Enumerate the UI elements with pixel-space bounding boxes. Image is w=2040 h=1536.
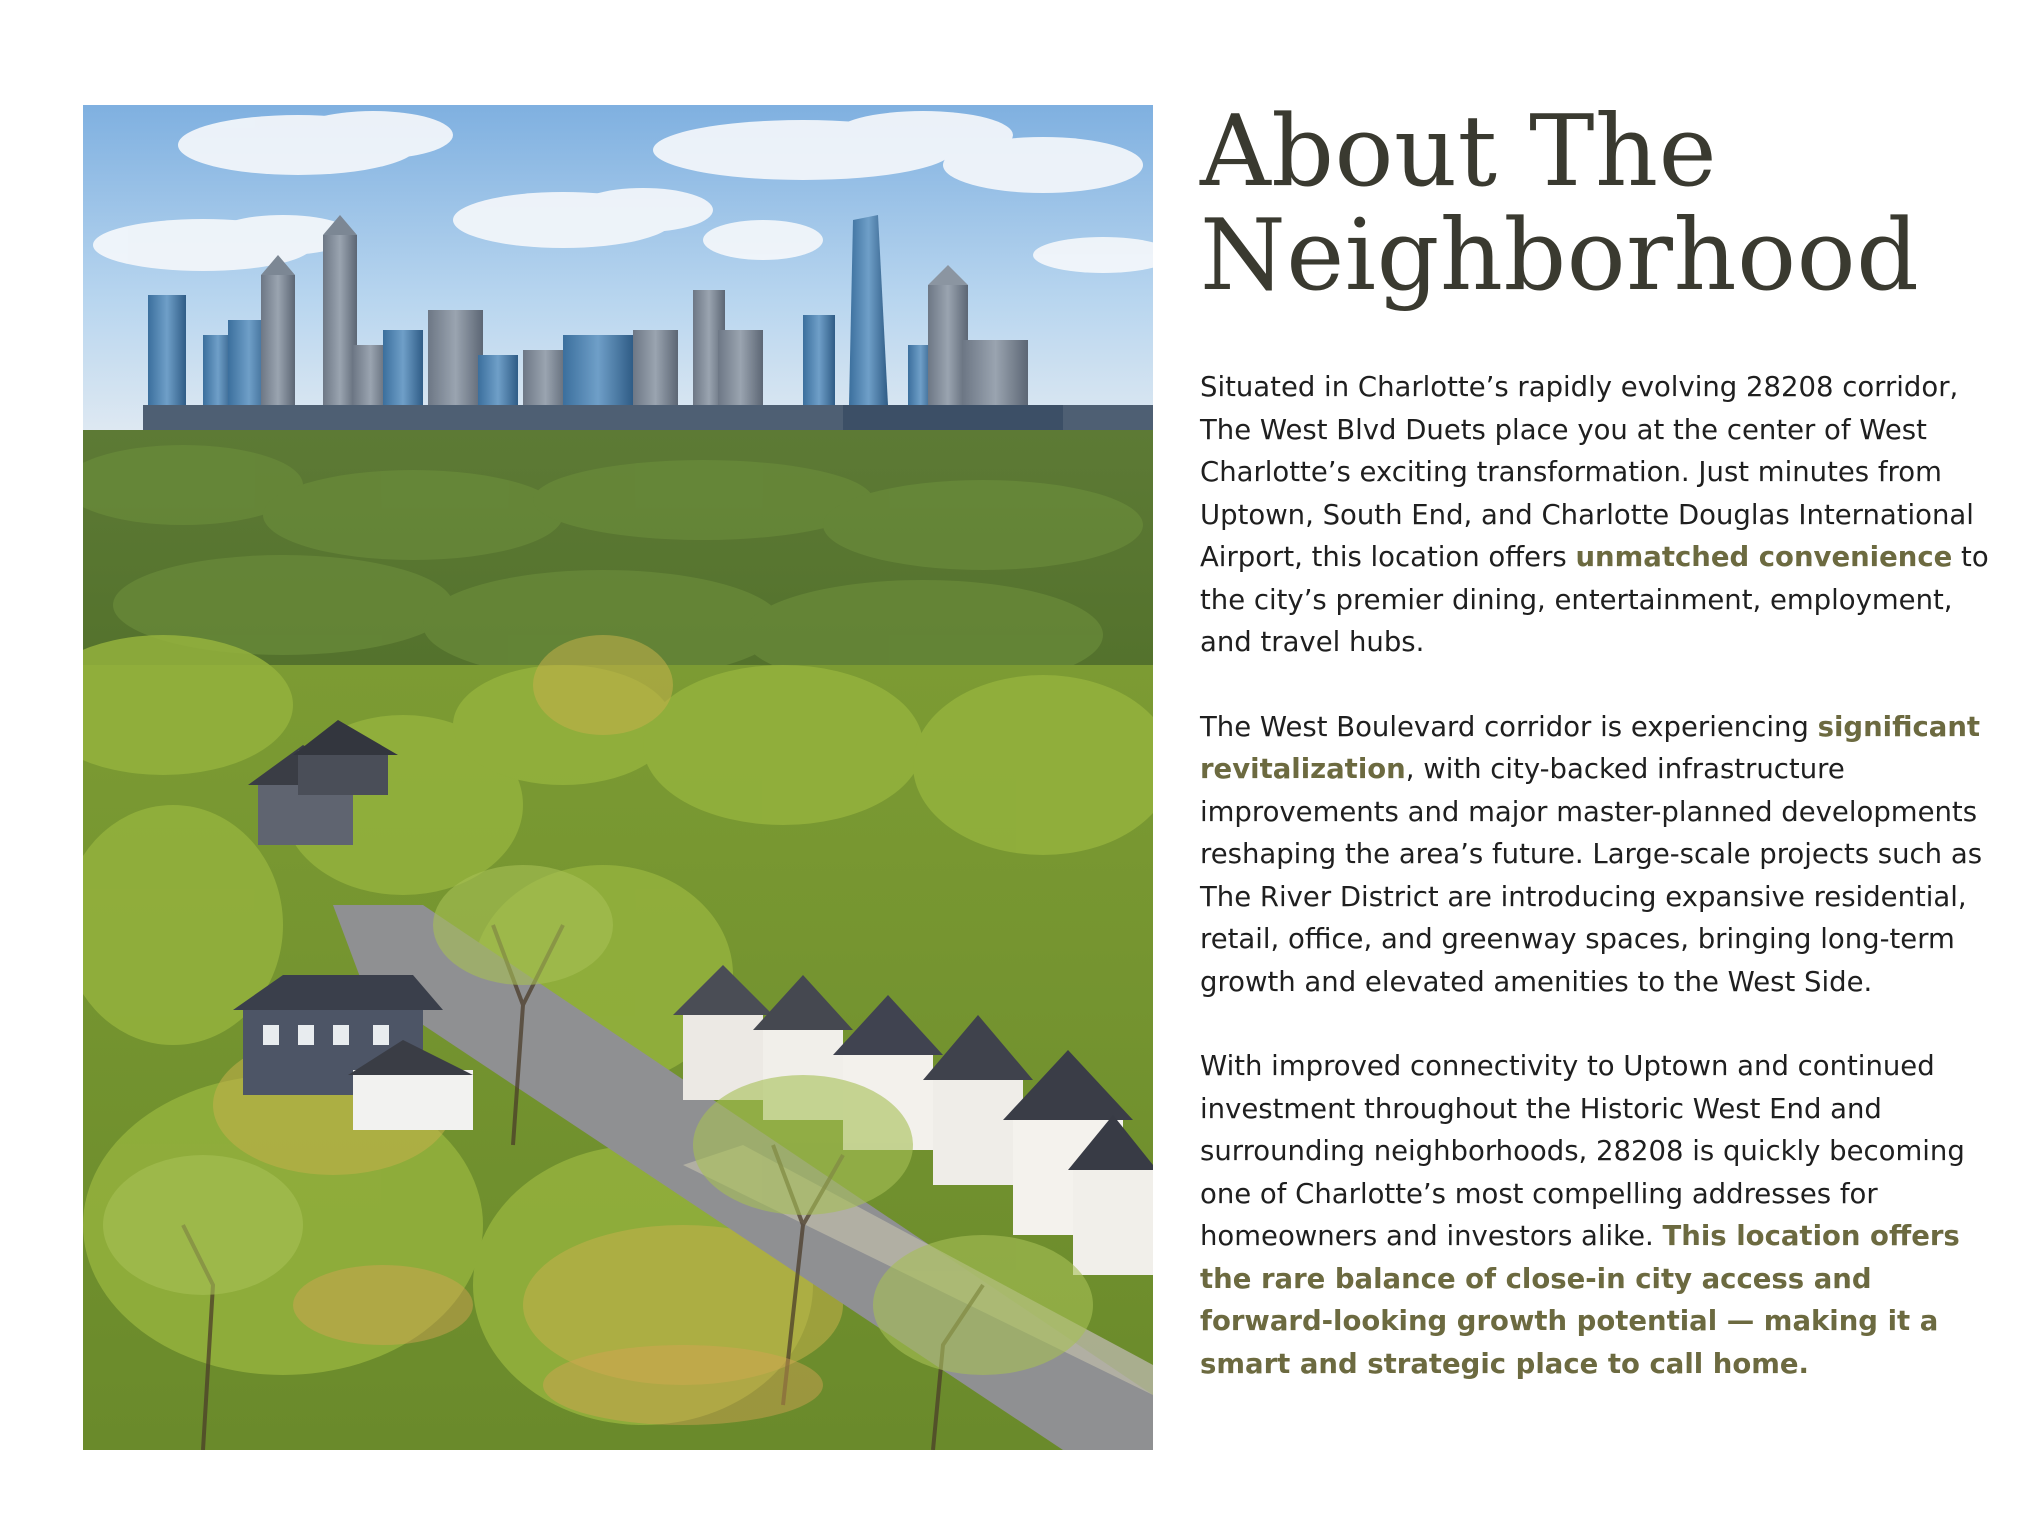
paragraph-connectivity xyxy=(1200,1045,2000,1385)
neighborhood-aerial-photo xyxy=(83,105,1153,1450)
paragraph-text: , with city-backed infrastructure improvements and major master-planned developments reshaping the area’s future. Large-scale projects such as The River District are introducing expansive residential, retail, office, and greenway spaces, bringing long-term growth and elevated amenities to the West Side. xyxy=(1200,753,1983,998)
page-title xyxy=(1200,95,2000,313)
paragraph-location xyxy=(1200,366,2000,664)
highlight-text: unmatched convenience xyxy=(1575,541,1953,573)
paragraph-text: Situated in Charlotte’s rapidly evolving 28208 corridor, The West Blvd Duets place you at the center of West Charlotte’s exciting transformation. Just minutes from Uptown, South End, and Charlotte Douglas International Airport, this location offers xyxy=(1200,371,1974,573)
paragraph-revitalization xyxy=(1200,706,2000,1004)
title-line-1: About The xyxy=(1200,95,1718,209)
highlight-text: significant revitalization xyxy=(1200,710,1981,785)
paragraph-text: to the city’s premier dining, entertainment, employment, and travel hubs. xyxy=(1200,541,1989,658)
text-column xyxy=(1200,95,2000,1385)
paragraph-text: The West Boulevard corridor is experiencing xyxy=(1200,710,1818,743)
paragraph-text: With improved connectivity to Uptown and continued investment throughout the Historic West End and surrounding neighborhoods, 28208 is quickly becoming one of Charlotte’s most compelling addresses for homeowners and investors alike. xyxy=(1200,1050,1965,1252)
highlight-text: This location offers the rare balance of close-in city access and forward-looking growth potential — making it a smart and strategic place to call home. xyxy=(1200,1220,1960,1380)
title-line-2: Neighborhood xyxy=(1200,199,1920,313)
